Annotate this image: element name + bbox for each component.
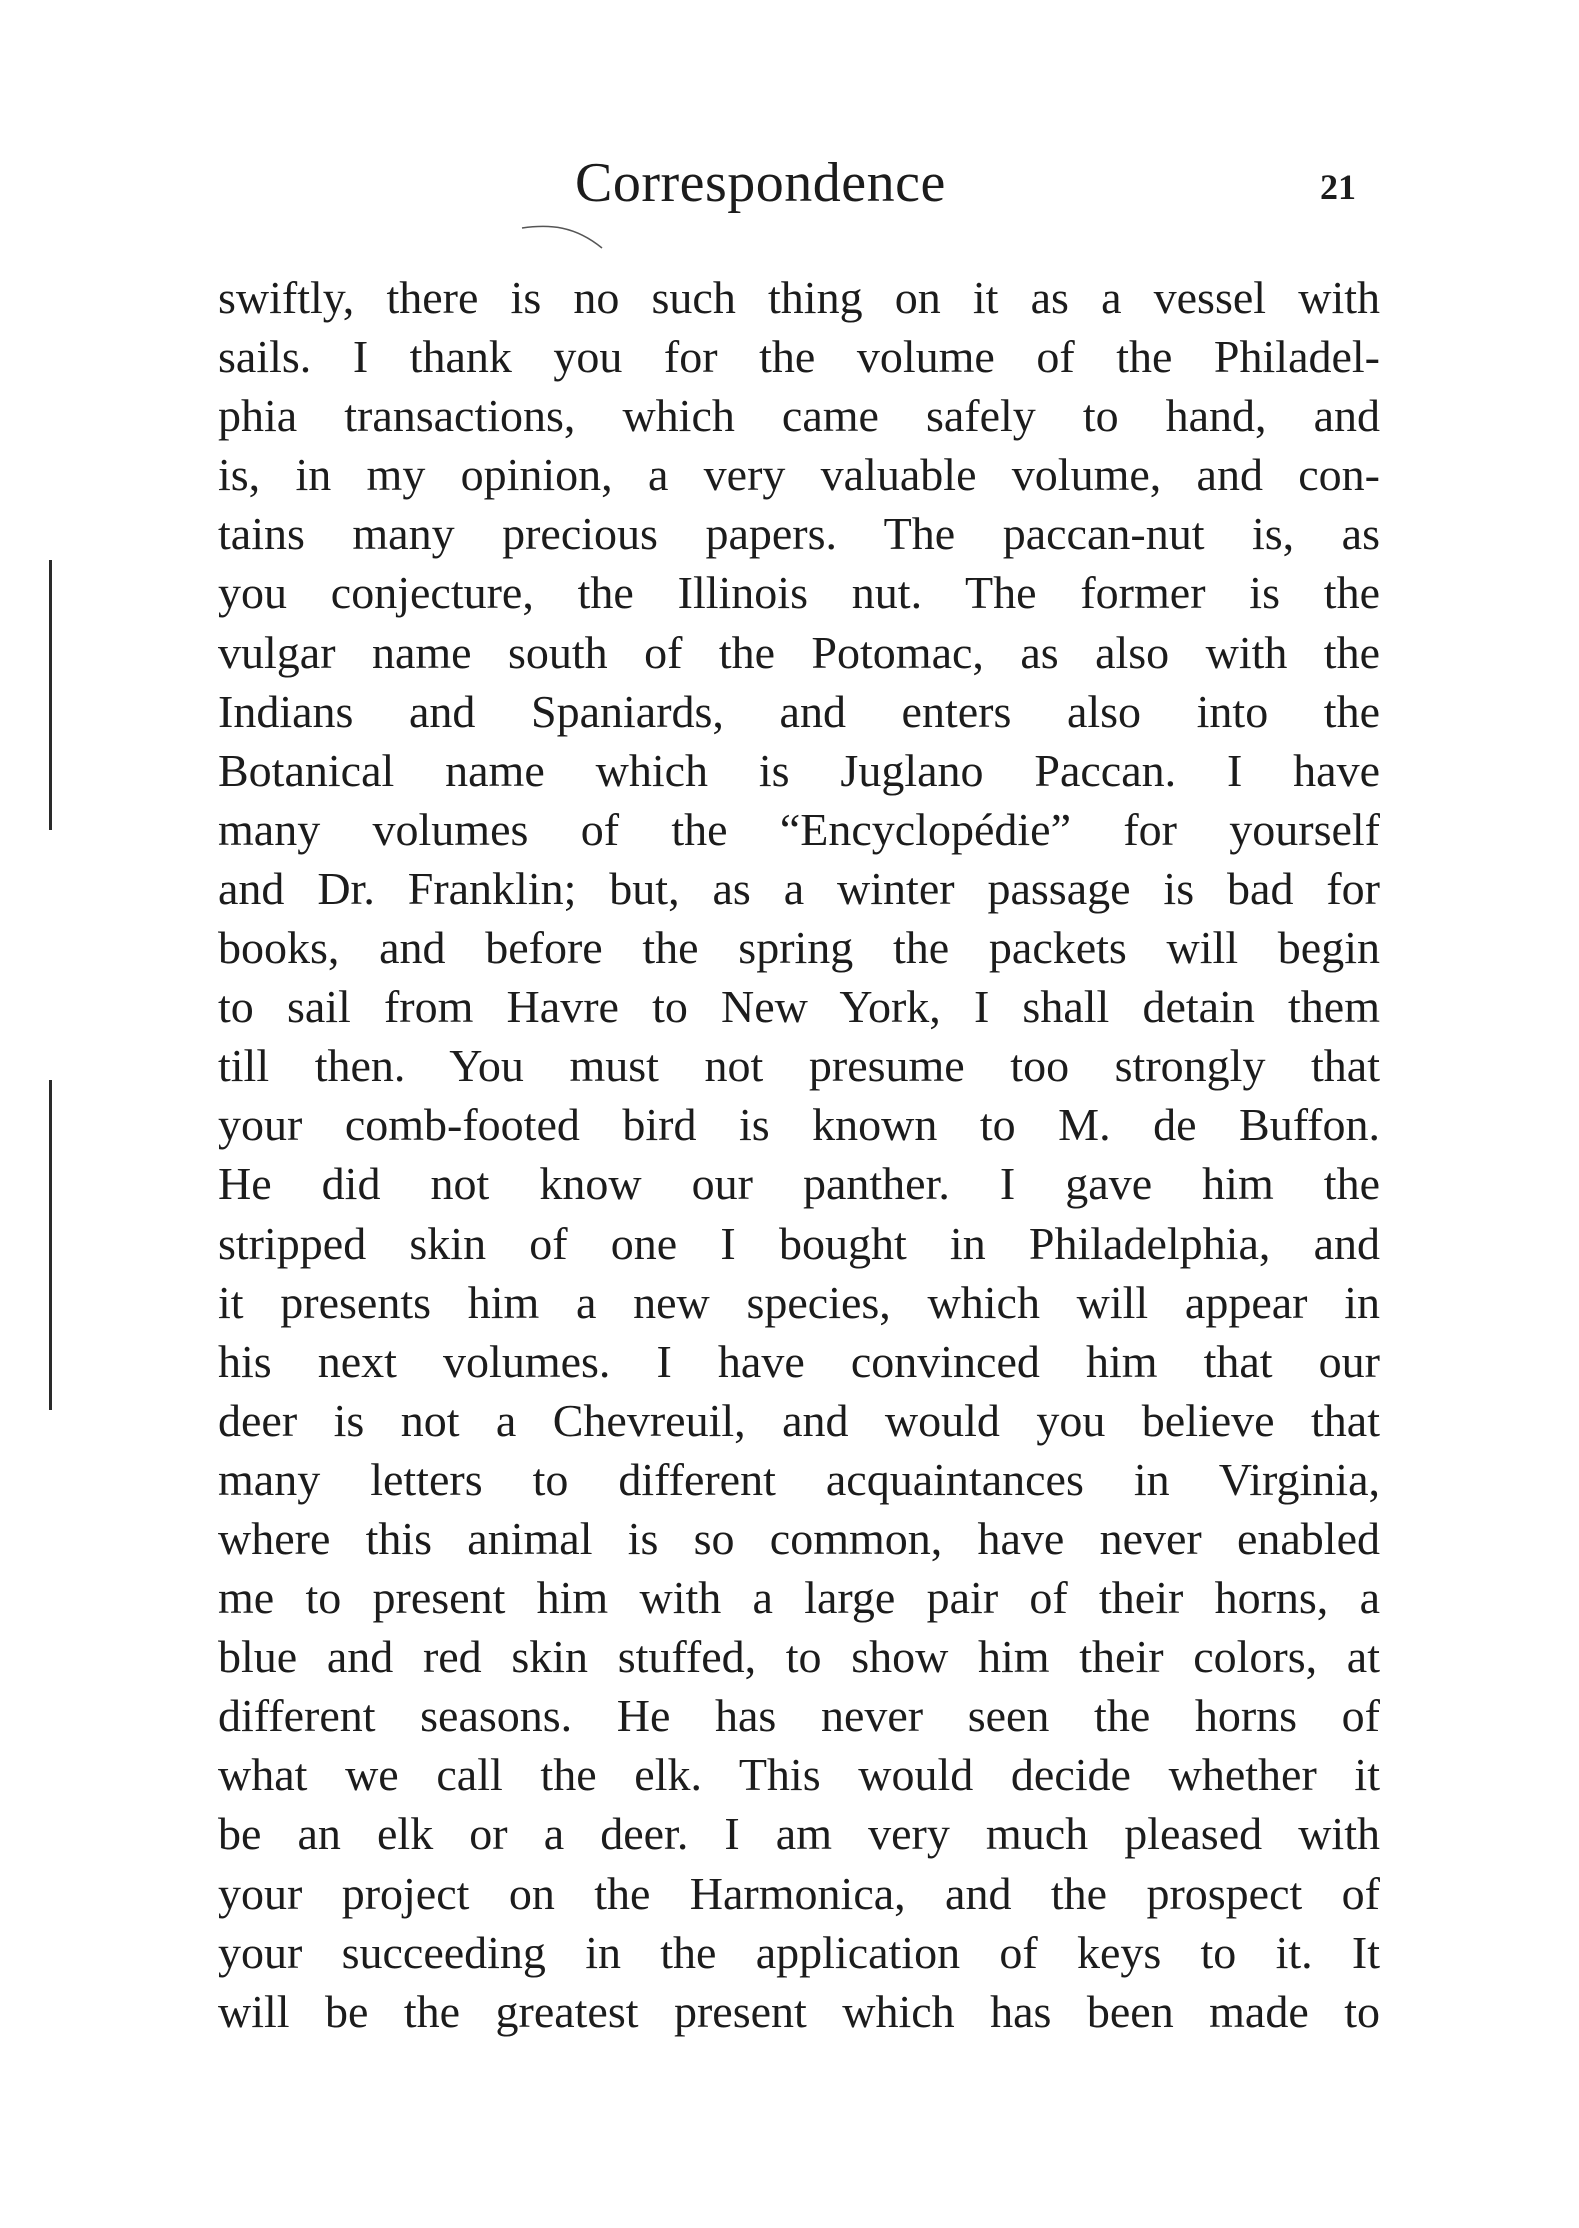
margin-scan-mark [49, 1080, 52, 1410]
text-line: sails. I thank you for the volume of the Philadel- [218, 331, 1380, 383]
text-line: your succeeding in the application of keys to it. It [218, 1926, 1380, 1978]
margin-scan-mark [49, 560, 52, 830]
text-line: deer is not a Chevreuil, and would you believe that [218, 1394, 1380, 1446]
text-line: blue and red skin stuffed, to show him their colors, at [218, 1631, 1380, 1683]
text-line: stripped skin of one I bought in Philadelphia, and [218, 1217, 1380, 1269]
text-line: many volumes of the “Encyclopédie” for yourself [218, 803, 1380, 855]
text-line: vulgar name south of the Potomac, as also with the [218, 626, 1380, 678]
text-line: He did not know our panther. I gave him the [218, 1158, 1380, 1210]
body-text [218, 268, 1380, 2041]
text-line: Botanical name which is Juglano Paccan. I have [218, 744, 1380, 796]
text-line: me to present him with a large pair of their horns, a [218, 1572, 1380, 1624]
text-line: tains many precious papers. The paccan-nut is, as [218, 508, 1380, 560]
text-line: it presents him a new species, which will appear in [218, 1276, 1380, 1328]
text-line: what we call the elk. This would decide whether it [218, 1749, 1380, 1801]
text-line: and Dr. Franklin; but, as a winter passage is bad for [218, 862, 1380, 914]
page-title: Correspondence [575, 152, 946, 214]
text-line: will be the greatest present which has been made to [218, 1985, 1380, 2037]
text-line: phia transactions, which came safely to hand, and [218, 390, 1380, 442]
text-line: swiftly, there is no such thing on it as a vessel with [218, 272, 1380, 323]
text-line: his next volumes. I have convinced him that our [218, 1335, 1380, 1387]
text-line: Indians and Spaniards, and enters also into the [218, 685, 1380, 737]
text-line: where this animal is so common, have never enabled [218, 1512, 1380, 1564]
text-line: your comb-footed bird is known to M. de Buffon. [218, 1099, 1380, 1151]
running-head [0, 148, 1579, 218]
text-line: different seasons. He has never seen the horns of [218, 1690, 1380, 1742]
page-number: 21 [1320, 167, 1356, 207]
text-line: be an elk or a deer. I am very much pleased with [218, 1808, 1380, 1860]
ornament-mark [520, 222, 610, 252]
text-line: to sail from Havre to New York, I shall detain them [218, 981, 1380, 1033]
text-line: many letters to different acquaintances in Virginia, [218, 1453, 1380, 1505]
text-line: your project on the Harmonica, and the prospect of [218, 1867, 1380, 1919]
text-line: is, in my opinion, a very valuable volume, and con- [218, 449, 1380, 501]
text-line: till then. You must not presume too strongly that [218, 1040, 1380, 1092]
text-line: you conjecture, the Illinois nut. The former is the [218, 567, 1380, 619]
text-line: books, and before the spring the packets will begin [218, 922, 1380, 974]
